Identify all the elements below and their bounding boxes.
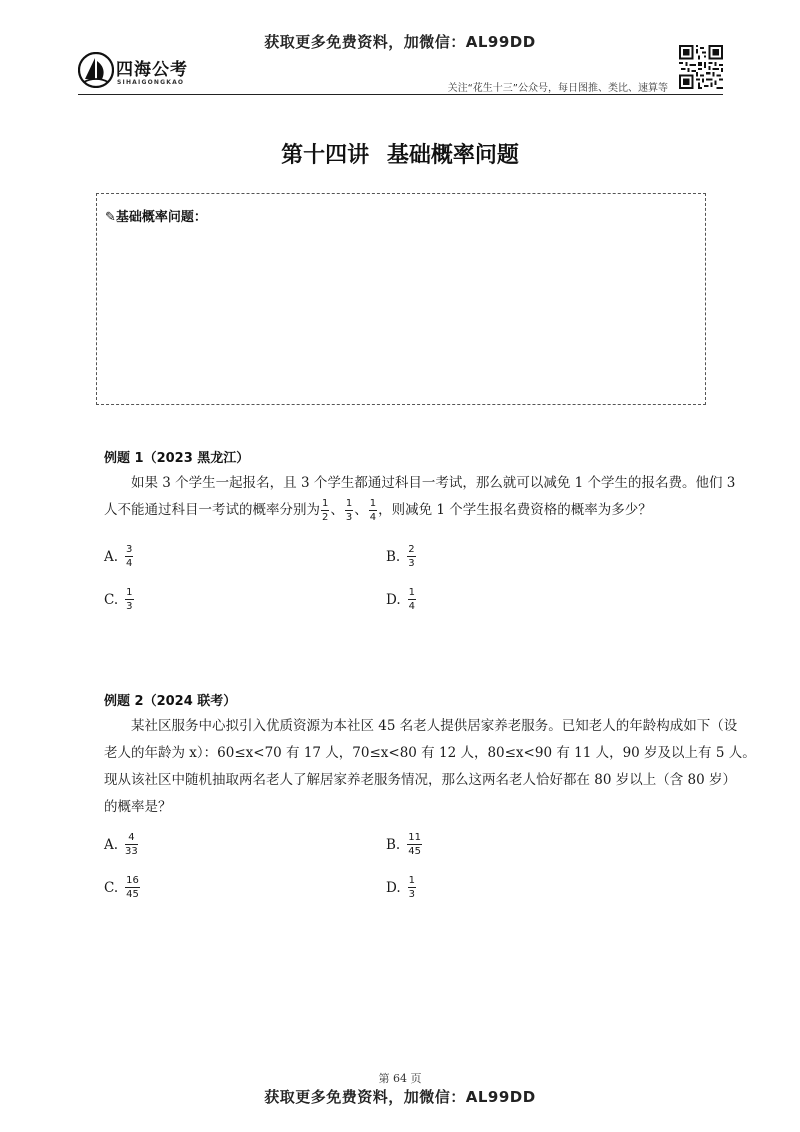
question-line: 的概率是？ <box>104 799 172 815</box>
question-line: 如果 3 个学生一起报名，且 3 个学生都通过科目一考试，那么就可以减免 1 个学生的报名费。他们 3 <box>131 475 736 491</box>
example-1-heading: 例题 1（2023 黑龙江） <box>104 451 250 466</box>
example-2-option-a[interactable]: A. $\frac{4}{33}$ <box>104 832 138 857</box>
fraction: $\frac{1}{2}$ <box>322 498 329 523</box>
question-line: 某社区服务中心拟引入优质资源为本社区 45 名老人提供居家养老服务。已知老人的年龄构成如下（设 <box>131 718 738 734</box>
fraction: $\frac{1}{3}$ <box>345 498 353 523</box>
logo-name: 四海公考 <box>116 60 188 80</box>
option-fraction: $\frac{1}{3}$ <box>126 587 133 612</box>
example-1-option-a[interactable]: A. $\frac{3}{4}$ <box>104 544 133 569</box>
example-2-option-d[interactable]: D. $\frac{1}{3}$ <box>386 875 416 900</box>
example-1-option-d[interactable]: D. $\frac{1}{4}$ <box>386 587 416 612</box>
option-fraction: $\frac{1}{3}$ <box>408 875 416 900</box>
option-fraction: $\frac{4}{33}$ <box>125 832 138 857</box>
question-line: 老人的年龄为 x）：60≤x<70 有 17 人，70≤x<80 有 12 人，80≤x<90 有 11 人，90 岁及以上有 5 人。 <box>104 745 756 761</box>
option-fraction: $\frac{2}{3}$ <box>408 544 415 569</box>
example-2-option-b[interactable]: B. $\frac{11}{45}$ <box>386 832 421 857</box>
question-line: 现从该社区中随机抽取两名老人了解居家养老服务情况，那么这两名老人恰好都在 80 岁以上（含 80 岁） <box>104 772 737 788</box>
option-fraction: $\frac{1}{4}$ <box>408 587 416 612</box>
note-box <box>96 193 706 405</box>
promo-banner-top: 获取更多免费资料，加微信：AL99DD <box>264 33 536 51</box>
option-fraction: $\frac{16}{45}$ <box>126 875 139 900</box>
fraction: $\frac{1}{4}$ <box>369 498 377 523</box>
logo <box>78 52 248 94</box>
question-line <box>104 497 724 524</box>
option-fraction: $\frac{3}{4}$ <box>126 544 133 569</box>
qr-code-icon <box>679 45 723 89</box>
separator: 、 <box>354 502 368 518</box>
logo-pinyin: SIHAIGONGKAO <box>117 79 185 86</box>
separator: 、 <box>330 502 344 518</box>
page-title: 第十四讲 基础概率问题 <box>281 143 519 168</box>
example-1-question <box>104 470 736 524</box>
question-text: 人不能通过科目一考试的概率分别为 <box>104 502 320 518</box>
sail-logo-icon <box>78 52 114 88</box>
example-1-option-c[interactable]: C. $\frac{1}{3}$ <box>104 587 133 612</box>
example-2-option-c[interactable]: C. $\frac{16}{45}$ <box>104 875 139 900</box>
example-1-option-b[interactable]: B. $\frac{2}{3}$ <box>386 544 415 569</box>
example-2-heading: 例题 2（2024 联考） <box>104 694 237 709</box>
page-number: 第 64 页 <box>378 1072 422 1085</box>
header-divider <box>78 94 723 95</box>
note-heading: ✎基础概率问题： <box>105 210 207 225</box>
question-text: ，则减免 1 个学生报名费资格的概率为多少？ <box>378 502 652 518</box>
header-tagline: 关注“花生十三”公众号，每日图推、类比、速算等 <box>447 83 668 94</box>
option-fraction: $\frac{11}{45}$ <box>408 832 421 857</box>
promo-banner-bottom: 获取更多免费资料，加微信：AL99DD <box>264 1088 536 1106</box>
example-2-question <box>104 713 756 821</box>
